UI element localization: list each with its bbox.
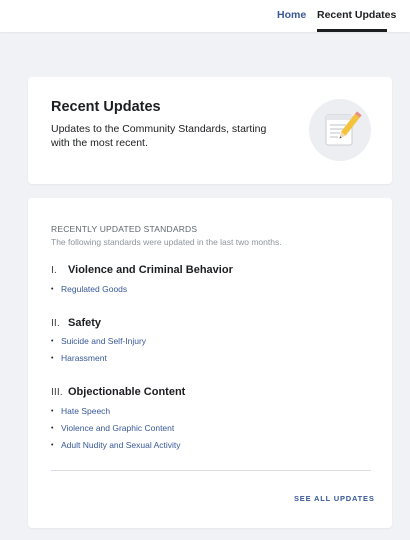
category-title: Safety bbox=[68, 317, 102, 329]
bullet-icon: • bbox=[51, 285, 54, 293]
list-item[interactable] bbox=[51, 336, 146, 346]
list-item[interactable] bbox=[51, 440, 181, 450]
bullet-icon: • bbox=[51, 337, 54, 345]
standard-link[interactable]: Hate Speech bbox=[61, 406, 111, 416]
category-heading bbox=[51, 317, 101, 329]
standard-link[interactable]: Adult Nudity and Sexual Activity bbox=[61, 440, 181, 450]
see-all-updates-link[interactable]: SEE ALL UPDATES bbox=[294, 494, 375, 503]
active-tab-underline bbox=[317, 29, 387, 32]
bullet-icon: • bbox=[51, 354, 54, 362]
page-title: Recent Updates bbox=[51, 99, 161, 115]
notepad-pencil-icon bbox=[309, 99, 371, 161]
list-item[interactable] bbox=[51, 423, 174, 433]
divider bbox=[51, 470, 371, 471]
list-item[interactable] bbox=[51, 353, 107, 363]
category-heading bbox=[51, 264, 233, 276]
category-number: I. bbox=[51, 264, 57, 276]
list-item[interactable] bbox=[51, 406, 110, 416]
standard-link[interactable]: Regulated Goods bbox=[61, 284, 128, 294]
section-label: RECENTLY UPDATED STANDARDS bbox=[51, 224, 198, 234]
section-description: The following standards were updated in the last two months. bbox=[51, 237, 282, 247]
category-heading bbox=[51, 386, 185, 398]
bullet-icon: • bbox=[51, 441, 54, 449]
bullet-icon: • bbox=[51, 407, 54, 415]
standard-link[interactable]: Violence and Graphic Content bbox=[61, 423, 175, 433]
header-card bbox=[28, 77, 392, 184]
category-title: Objectionable Content bbox=[68, 386, 186, 398]
bullet-icon: • bbox=[51, 424, 54, 432]
category-number: III. bbox=[51, 386, 63, 398]
page-subtitle: Updates to the Community Standards, starting with the most recent. bbox=[51, 123, 267, 149]
top-nav-bar bbox=[0, 0, 410, 32]
standard-link[interactable]: Suicide and Self-Injury bbox=[61, 336, 147, 346]
standard-link[interactable]: Harassment bbox=[61, 353, 107, 363]
category-title: Violence and Criminal Behavior bbox=[68, 264, 233, 276]
list-item[interactable] bbox=[51, 284, 127, 294]
category-number: II. bbox=[51, 317, 60, 329]
nav-home-link[interactable]: Home bbox=[277, 9, 307, 21]
nav-recent-updates-tab[interactable]: Recent Updates bbox=[317, 9, 397, 21]
standards-card bbox=[28, 198, 392, 528]
